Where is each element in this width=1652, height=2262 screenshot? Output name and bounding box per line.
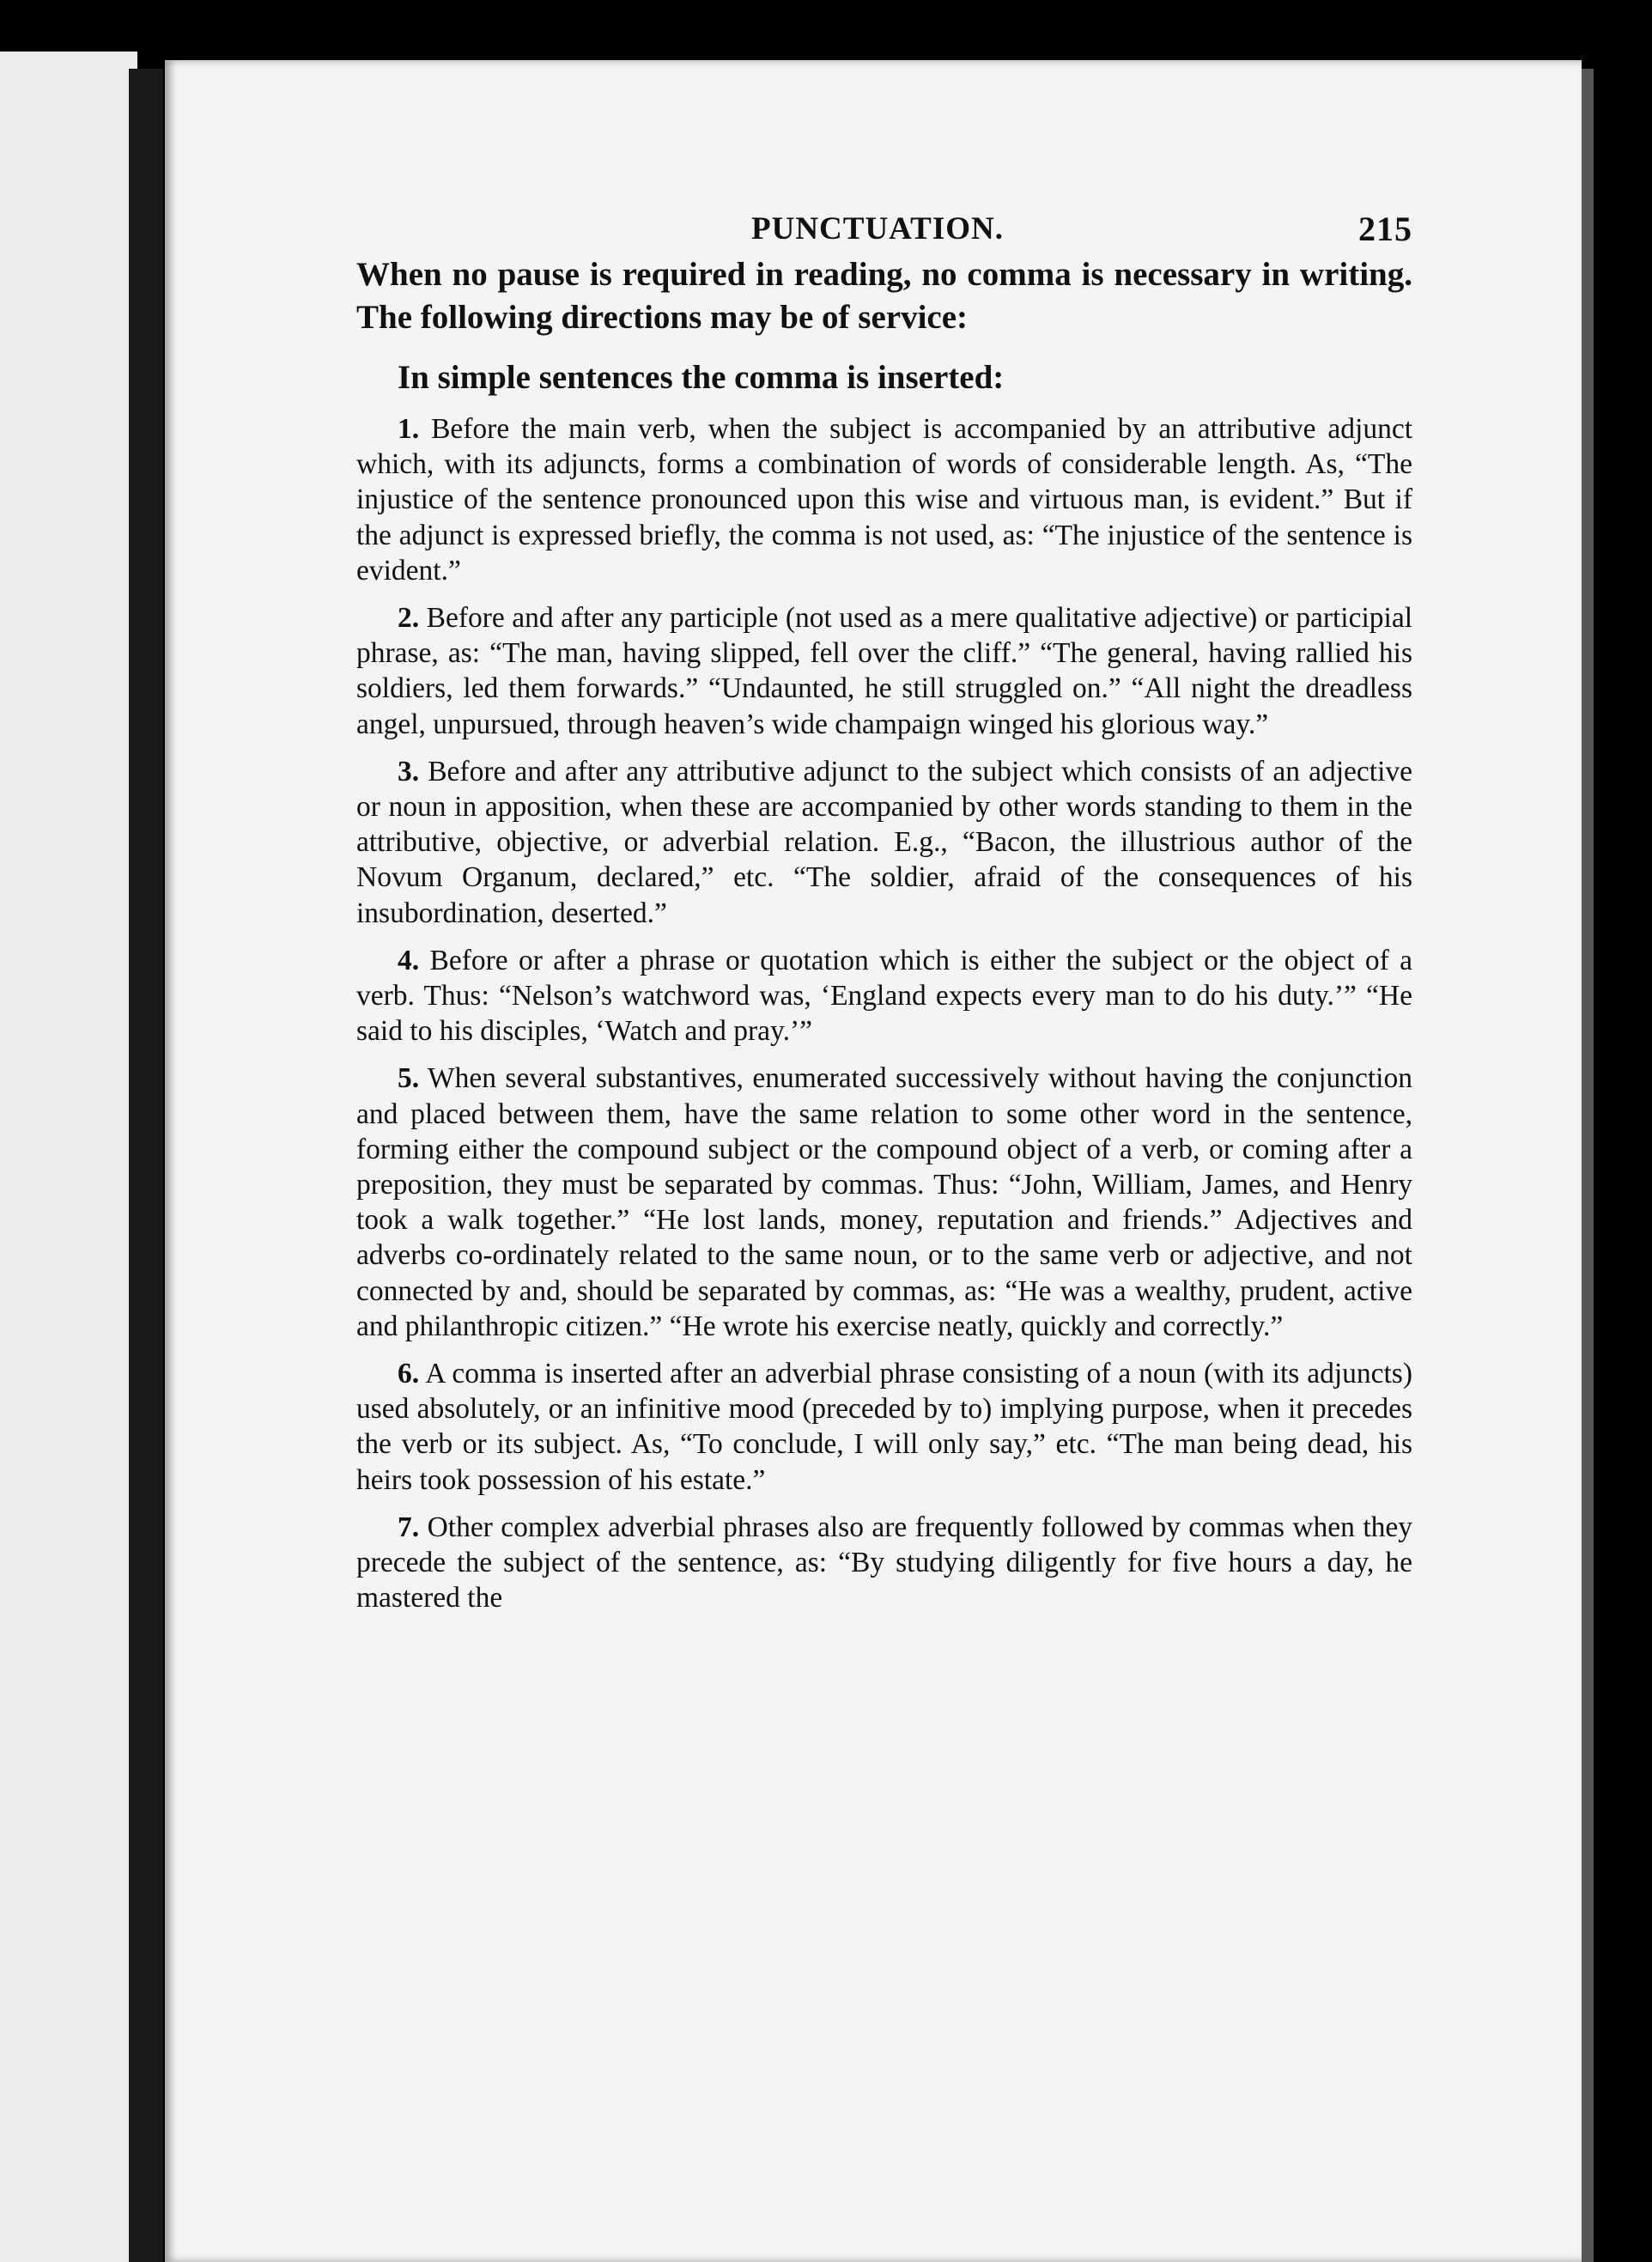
facing-page-edge [0,52,137,2262]
rule-paragraph [356,1510,1412,1616]
rule-text: Before the main verb, when the subject is accompanied by an attributive adjunct which, with its adjuncts, forms a combination of words of considerable length. As, “The injustice of the sentence pronounced upon this wise and virtuous man, is evident.” But if the adjunct is expressed briefly, the comma is not used, as: “The injustice of the sentence is evident.” [356,413,1412,587]
rule-text: Before and after any participle (not used as a mere qualitative adjective) or participial phrase, as: “The man, having slipped, fell over the cliff.” “The general, having rallied his soldiers, led them forwards.” “Undaunted, he still struggled on.” “All night the dreadless angel, unpursued, through heaven’s wide champaign winged his glorious way.” [356,602,1412,740]
rule-number: 4. [398,944,420,976]
running-header [356,202,1412,253]
rule-text: Before or after a phrase or quotation which is either the subject or the object of a verb. Thus: “Nelson’s watchword was, ‘England expects every man to do his duty.’” “He said to his disciples, ‘Watch and pray.’” [356,944,1413,1048]
book-gutter [129,69,163,2262]
rule-paragraph [356,600,1412,742]
rule-text: A comma is inserted after an adverbial phrase consisting of a noun (with its adjuncts) used absolutely, or an infinitive mood (preceded by to) implying purpose, when it precedes the verb or its subject. As, “To conclude, I will only say,” etc. “The man being dead, his heirs took possession of his estate.” [356,1358,1412,1496]
rule-number: 3. [398,755,420,787]
page-text [356,202,1412,1628]
rule-text: Before and after any attributive adjunct to the subject which consists of an adjective or noun in apposition, when these are accompanied by other words standing to them in the attributive, objective, or adverbial relation. E.g., “Bacon, the illustrious author of the Novum Organum, declared,” etc. “The soldier, afraid of the consequences of his insubordination, deserted.” [356,755,1412,929]
rule-paragraph [356,754,1412,931]
page-edge-shadow [1582,69,1594,2262]
rule-number: 5. [398,1062,420,1095]
intro-paragraph: When no pause is required in reading, no comma is necessary in writing. The following directions may be of service: [356,256,1412,336]
rule-text: When several substantives, enumerated successively without having the conjunction and placed between them, have the same relation to some other word in the sentence, forming either the compound subject or the compound object of a verb, or coming after a preposition, they must be separated by commas. Thus: “John, William, James, and Henry took a walk together.” “He lost lands, money, reputation and friends.” Adjectives and adverbs co-ordinately related to the same noun, or to the same verb or adjective, and not connected by and, should be separated by commas, as: “He was a wealthy, prudent, active and philanthropic citizen.” “He wrote his exercise neatly, quickly and correctly.” [356,1062,1412,1342]
rule-number: 2. [398,602,420,635]
rule-paragraph [356,411,1412,588]
page-number: 215 [1358,210,1412,248]
section-subheading: In simple sentences the comma is inserted: [398,359,1005,396]
running-title: PUNCTUATION. [751,211,1004,246]
rule-paragraph [356,943,1412,1049]
rule-paragraph [356,1061,1412,1344]
rule-number: 6. [398,1358,420,1390]
rule-paragraph [356,1356,1412,1498]
rule-number: 1. [398,413,420,445]
rule-number: 7. [398,1511,420,1543]
rule-text: Other complex adverbial phrases also are frequently followed by commas when they precede the subject of the sentence, as: “By studying diligently for five hours a day, he mastered the [356,1511,1413,1614]
